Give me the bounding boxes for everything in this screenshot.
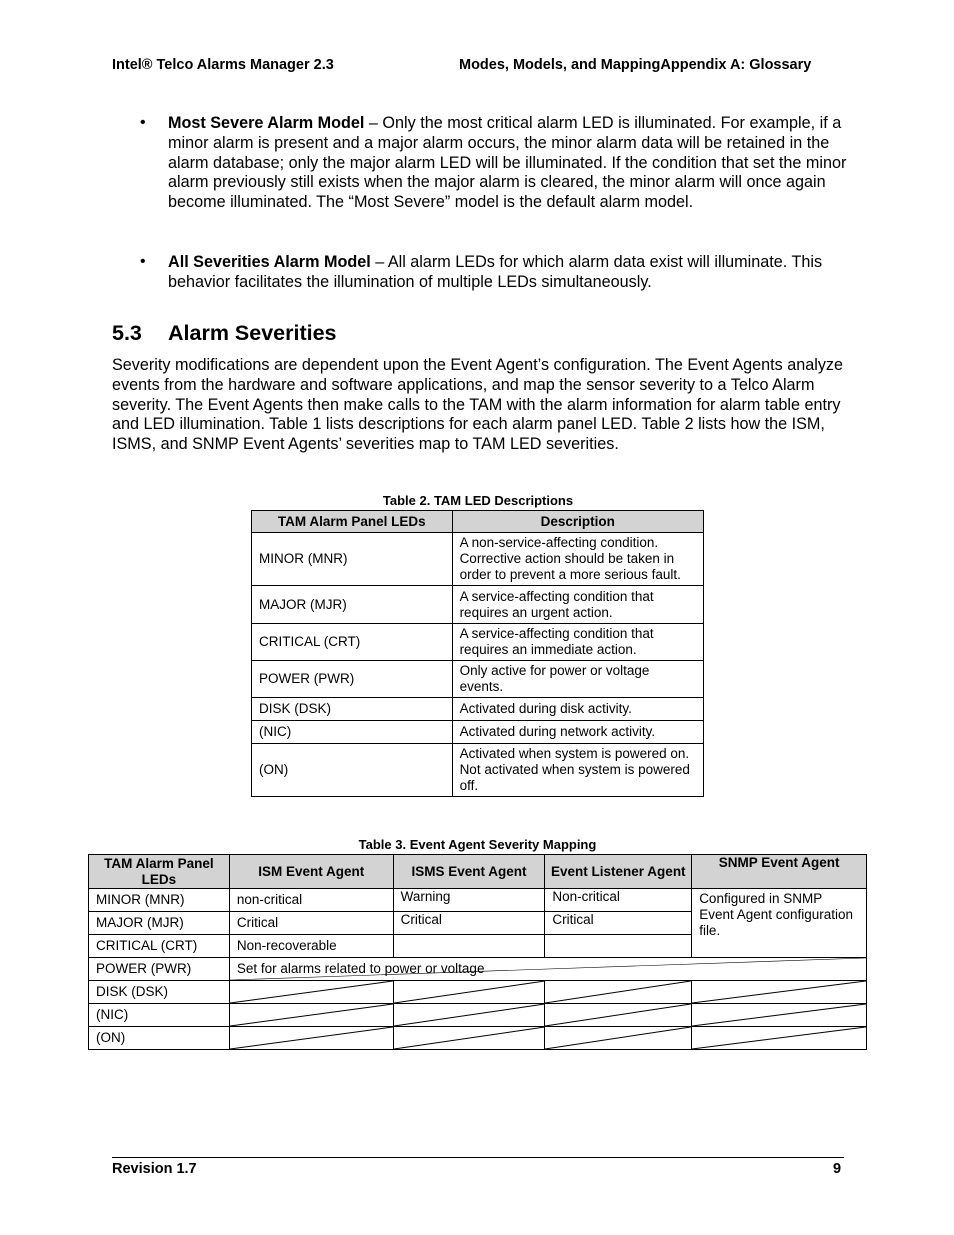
power-mapping-text: Set for alarms related to power or voltage — [236, 961, 485, 976]
table2-caption: Table 2. TAM LED Descriptions — [382, 493, 574, 508]
table-severity-mapping — [88, 854, 867, 1050]
table-header-row — [252, 511, 704, 533]
bullet-marker: • — [140, 253, 146, 270]
bullet-term: Most Severe Alarm Model — [168, 114, 365, 132]
table-row — [252, 624, 704, 661]
diagonal-strike — [545, 1027, 691, 1049]
led-description: Activated when system is powered on. Not activated when system is powered off. — [452, 744, 703, 797]
footer-rule — [112, 1157, 844, 1158]
ism-value: Non-recoverable — [229, 935, 393, 958]
footer-revision: Revision 1.7 — [112, 1161, 197, 1177]
led-name: (ON) — [252, 744, 453, 797]
table3-caption: Table 3. Event Agent Severity Mapping — [358, 837, 597, 852]
column-header: SNMP Event Agent — [692, 855, 867, 889]
empty-cell — [229, 1027, 393, 1050]
led-description: Activated during network activity. — [452, 721, 703, 744]
bullet-text: – Only the most critical alarm LED is illuminated. For example, if a minor alarm is present and a major alarm occurs, the minor alarm data will be retained in the alarm database; only the major alarm LED will be illuminated. If the condition that set the minor alarm previously still exists when the major alarm is cleared, the minor alarm will once again become illuminated. The “Most Severe” model is the default alarm model. — [168, 114, 847, 212]
empty-cell — [393, 1027, 545, 1050]
bullet-all-severities — [168, 253, 848, 293]
led-name: CRITICAL (CRT) — [89, 935, 230, 958]
led-name: POWER (PWR) — [89, 958, 230, 981]
led-name: DISK (DSK) — [252, 698, 453, 721]
empty-cell — [393, 981, 545, 1004]
diagonal-strike — [692, 1004, 866, 1026]
column-header: TAM Alarm Panel LEDs — [89, 855, 230, 889]
ism-value: non-critical — [229, 889, 393, 912]
led-name: (NIC) — [252, 721, 453, 744]
listener-value: Non-critical — [545, 889, 692, 912]
table-header-row — [89, 855, 867, 889]
diagonal-strike — [394, 1004, 545, 1026]
diagonal-strike — [230, 1004, 393, 1026]
listener-value — [545, 935, 692, 958]
led-name: MAJOR (MJR) — [252, 586, 453, 624]
bullet-text: – All alarm LEDs for which alarm data exist will illuminate. This behavior facilitates the illumination of multiple LEDs simultaneously. — [168, 253, 823, 291]
table-led-descriptions — [251, 510, 704, 797]
led-description: A service-affecting condition that requires an urgent action. — [452, 586, 703, 624]
led-name: MINOR (MNR) — [89, 889, 230, 912]
section-heading — [112, 321, 337, 346]
empty-cell — [545, 1027, 692, 1050]
column-header: ISMS Event Agent — [393, 855, 545, 889]
section-title: Alarm Severities — [168, 321, 337, 345]
diagonal-strike — [394, 981, 545, 1003]
column-header: Description — [452, 511, 703, 533]
diagonal-strike — [230, 981, 393, 1003]
led-name: MAJOR (MJR) — [89, 912, 230, 935]
bullet-most-severe — [168, 114, 848, 213]
table-row — [89, 1027, 867, 1050]
table-row — [252, 721, 704, 744]
snmp-value: Configured in SNMP Event Agent configuration file. — [692, 889, 867, 958]
table-row — [252, 744, 704, 797]
isms-value — [393, 935, 545, 958]
power-mapping-cell — [229, 958, 866, 981]
table-row — [89, 981, 867, 1004]
listener-value: Critical — [545, 912, 692, 935]
empty-cell — [229, 981, 393, 1004]
bullet-marker: • — [140, 114, 146, 131]
led-description: A service-affecting condition that requires an immediate action. — [452, 624, 703, 661]
column-header: ISM Event Agent — [229, 855, 393, 889]
diagonal-strike — [230, 1027, 393, 1049]
led-name: POWER (PWR) — [252, 661, 453, 698]
table-row — [252, 661, 704, 698]
ism-value: Critical — [229, 912, 393, 935]
header-doc-title: Intel® Telco Alarms Manager 2.3 — [112, 57, 334, 73]
table-row — [89, 958, 867, 981]
led-description: Activated during disk activity. — [452, 698, 703, 721]
section-number: 5.3 — [112, 321, 142, 345]
led-name: DISK (DSK) — [89, 981, 230, 1004]
diagonal-strike — [545, 1004, 691, 1026]
empty-cell — [692, 981, 867, 1004]
column-header: Event Listener Agent — [545, 855, 692, 889]
empty-cell — [545, 1004, 692, 1027]
led-name: MINOR (MNR) — [252, 533, 453, 586]
led-name: CRITICAL (CRT) — [252, 624, 453, 661]
isms-value: Warning — [393, 889, 545, 912]
section-paragraph: Severity modifications are dependent upon the Event Agent’s configuration. The Event Agents analyze events from the hardware and software applications, and map the sensor severity to a Telco Alarm severity. The Event Agents then make calls to the TAM with the alarm information for alarm table entry and LED illumination. Table 1 lists descriptions for each alarm panel LED. Table 2 lists how the ISM, ISMS, and SNMP Event Agents’ severities map to TAM LED severities. — [112, 356, 844, 454]
diagonal-strike — [394, 1027, 545, 1049]
empty-cell — [692, 1004, 867, 1027]
diagonal-strike — [230, 958, 866, 980]
table-row — [89, 1004, 867, 1027]
bullet-term: All Severities Alarm Model — [168, 253, 371, 271]
diagonal-strike — [545, 981, 691, 1003]
table-row — [89, 889, 867, 912]
empty-cell — [692, 1027, 867, 1050]
led-name: (NIC) — [89, 1004, 230, 1027]
led-description: A non-service-affecting condition. Corrective action should be taken in order to prevent a more serious fault. — [452, 533, 703, 586]
empty-cell — [229, 1004, 393, 1027]
page-number: 9 — [833, 1161, 842, 1177]
led-name: (ON) — [89, 1027, 230, 1050]
isms-value: Critical — [393, 912, 545, 935]
diagonal-strike — [692, 981, 866, 1003]
empty-cell — [393, 1004, 545, 1027]
table-row — [252, 533, 704, 586]
column-header: TAM Alarm Panel LEDs — [252, 511, 453, 533]
empty-cell — [545, 981, 692, 1004]
header-section-title: Modes, Models, and MappingAppendix A: Glossary — [459, 57, 812, 73]
table-row — [252, 586, 704, 624]
diagonal-strike — [692, 1027, 866, 1049]
table-row — [252, 698, 704, 721]
led-description: Only active for power or voltage events. — [452, 661, 703, 698]
